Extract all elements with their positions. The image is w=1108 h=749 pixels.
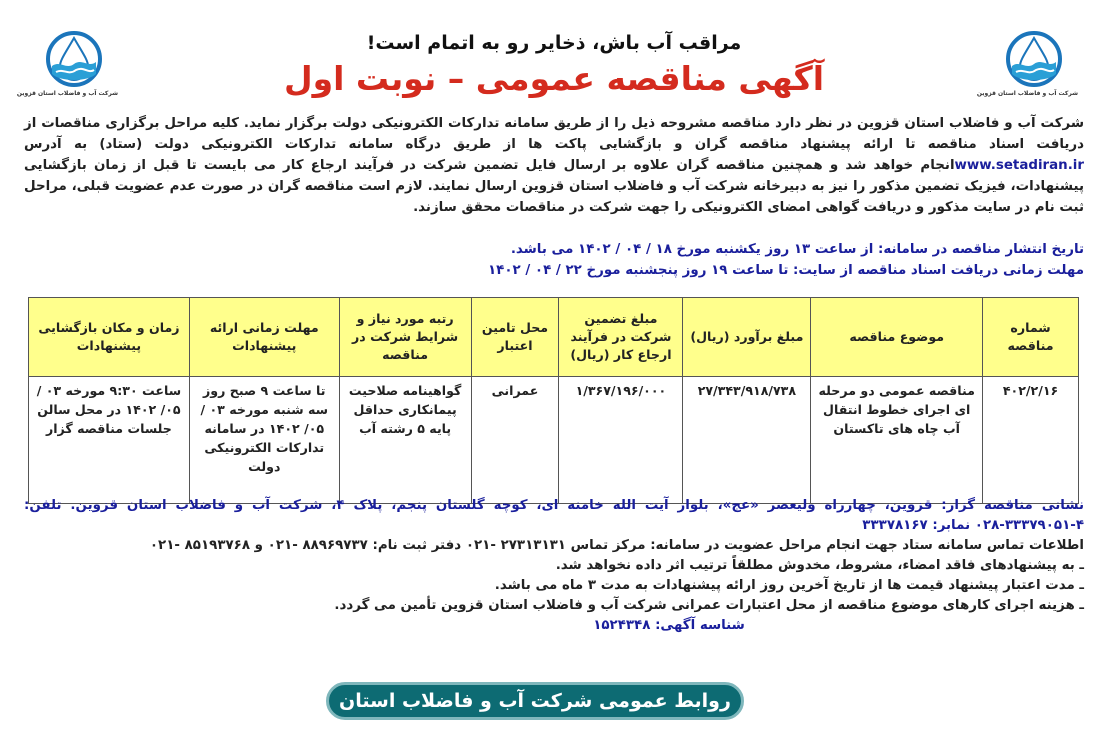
cell-submission-deadline: تا ساعت ۹ صبح روز سه شنبه مورخه ۰۳ /۰۵/ ۱۴۰۲ در سامانه تدارکات الکترونیکی دولت <box>189 377 339 504</box>
logo-caption: شرکت آب و فاضلاب استان قزوین <box>16 90 118 97</box>
header-tender-subject: موضوع مناقصه <box>811 298 983 377</box>
table-header-row <box>29 298 1079 377</box>
header-tender-number: شماره مناقصه <box>983 298 1079 377</box>
footer-info <box>24 496 1084 636</box>
intro-paragraph <box>24 113 1084 218</box>
tender-table <box>28 297 1079 504</box>
header-guarantee-amount: مبلغ تضمین شرکت در فرآیند ارجاع کار (ریال) <box>559 298 683 377</box>
cell-funding-source: عمرانی <box>471 377 559 504</box>
tender-dates <box>24 239 1084 281</box>
cell-opening-time-place: ساعت ۹:۳۰ مورخه ۰۳ /۰۵/ ۱۴۰۲ در محل سالن جلسات مناقصه گزار <box>29 377 190 504</box>
cell-estimate-amount: ۲۷/۳۴۳/۹۱۸/۷۳۸ <box>683 377 811 504</box>
setad-website-link[interactable]: www.setadiran.ir <box>954 158 1084 173</box>
document-deadline: مهلت زمانی دریافت اسناد مناقصه از سایت: تا ساعت ۱۹ روز پنجشنبه مورخ ۲۲ / ۰۴ / ۱۴۰۲ <box>487 263 1084 278</box>
company-logo-right <box>976 30 1078 102</box>
notice-title: آگهی مناقصه عمومی – نوبت اول <box>283 59 825 98</box>
note-funding: ـ هزینه اجرای کارهای موضوع مناقصه از محل اعتبارات عمرانی شرکت آب و فاضلاب استان قزوین تأمین می گردد. <box>334 598 1084 613</box>
intro-text-after: انجام خواهد شد و همچنین مناقصه گران علاوه بر ارسال فایل تضمین شرکت در فرآیند ارجاع کار می بایست تا قبل از زمان بازگشایی پیشنهادات، فیزیک تضمین مذکور را نیز به دبیرخانه شرکت آب و فاضلاب استان قزوین ارسال نمایند. لازم است مناقصه گران در صورت عدم عضویت قبلی، مراحل ثبت نام در سایت مذکور و دریافت گواهی امضای الکترونیکی را جهت شرکت در مناقصات محقق سازند. <box>24 158 1084 215</box>
company-logo-left <box>16 30 118 102</box>
header-submission-deadline: مهلت زمانی ارائه پیشنهادات <box>189 298 339 377</box>
header-estimate-amount: مبلغ برآورد (ریال) <box>683 298 811 377</box>
note-bid-validity: ـ مدت اعتبار پیشنهاد قیمت ها از تاریخ آخرین روز ارائه پیشنهادات به مدت ۳ ماه می باشد. <box>494 578 1084 593</box>
header-opening-time-place: زمان و مکان بازگشایی پیشنهادات <box>29 298 190 377</box>
cell-guarantee-amount: ۱/۳۶۷/۱۹۶/۰۰۰ <box>559 377 683 504</box>
water-drop-logo-icon <box>998 30 1070 88</box>
publish-date: تاریخ انتشار مناقصه در سامانه: از ساعت ۱۳ روز یکشنبه مورخ ۱۸ / ۰۴ / ۱۴۰۲ می باشد. <box>510 242 1084 257</box>
header-required-rank: رتبه مورد نیاز و شرایط شرکت در مناقصه <box>339 298 471 377</box>
intro-text-before: شرکت آب و فاضلاب استان قزوین در نظر دارد مناقصه مشروحه ذیل را از طریق سامانه تدارکات الکترونیکی دولت برگزار نماید. کلیه مراحل برگزاری مناقصات از دریافت اسناد مناقصه تا ارائه پیشنهاد مناقصه گران و بازگشایی پاکت ها از طریق درگاه سامانه تدارکات الکترونیکی دولت (ستاد) به آدرس <box>24 116 1084 152</box>
header-funding-source: محل تامین اعتبار <box>471 298 559 377</box>
ad-id: شناسه آگهی: ۱۵۲۴۳۴۸ <box>593 618 745 633</box>
cell-tender-subject: مناقصه عمومی دو مرحله ای اجرای خطوط انتقال آب چاه های تاکستان <box>811 377 983 504</box>
setad-contact-info: اطلاعات تماس سامانه ستاد جهت انجام مراحل عضویت در سامانه: مرکز تماس ۲۷۳۱۳۱۳۱ -۰۲۱ دفتر ثبت نام: ۸۸۹۶۹۷۳۷ -۰۲۱ و ۸۵۱۹۳۷۶۸ -۰۲۱ <box>149 538 1084 553</box>
water-drop-logo-icon <box>38 30 110 88</box>
tenderer-address: نشانی مناقصه گزار: قزوین، چهارراه ولیعصر «عج»، بلوار آیت الله خامنه ای، کوچه گلستان پنجم، پلاک ۴، شرکت آب و فاضلاب استان قزوین. تلفن: ۴-۳۳۳۷۹۰۵۱-۰۲۸ نمابر: ۳۳۳۷۸۱۶۷ <box>24 498 1084 533</box>
cell-required-rank: گواهینامه صلاحیت پیمانکاری حداقل پایه ۵ رشته آب <box>339 377 471 504</box>
notice-header <box>130 30 978 100</box>
public-relations-banner: روابط عمومی شرکت آب و فاضلاب استان قزوین <box>326 682 744 720</box>
slogan: مراقب آب باش، ذخایر رو به اتمام است! <box>366 32 742 54</box>
logo-caption: شرکت آب و فاضلاب استان قزوین <box>976 90 1078 97</box>
note-invalid-bids: ـ به پیشنهادهای فاقد امضاء، مشروط، مخدوش مطلقاً ترتیب اثر داده نخواهد شد. <box>555 558 1084 573</box>
table-row <box>29 377 1079 504</box>
cell-tender-number: ۴۰۲/۲/۱۶ <box>983 377 1079 504</box>
